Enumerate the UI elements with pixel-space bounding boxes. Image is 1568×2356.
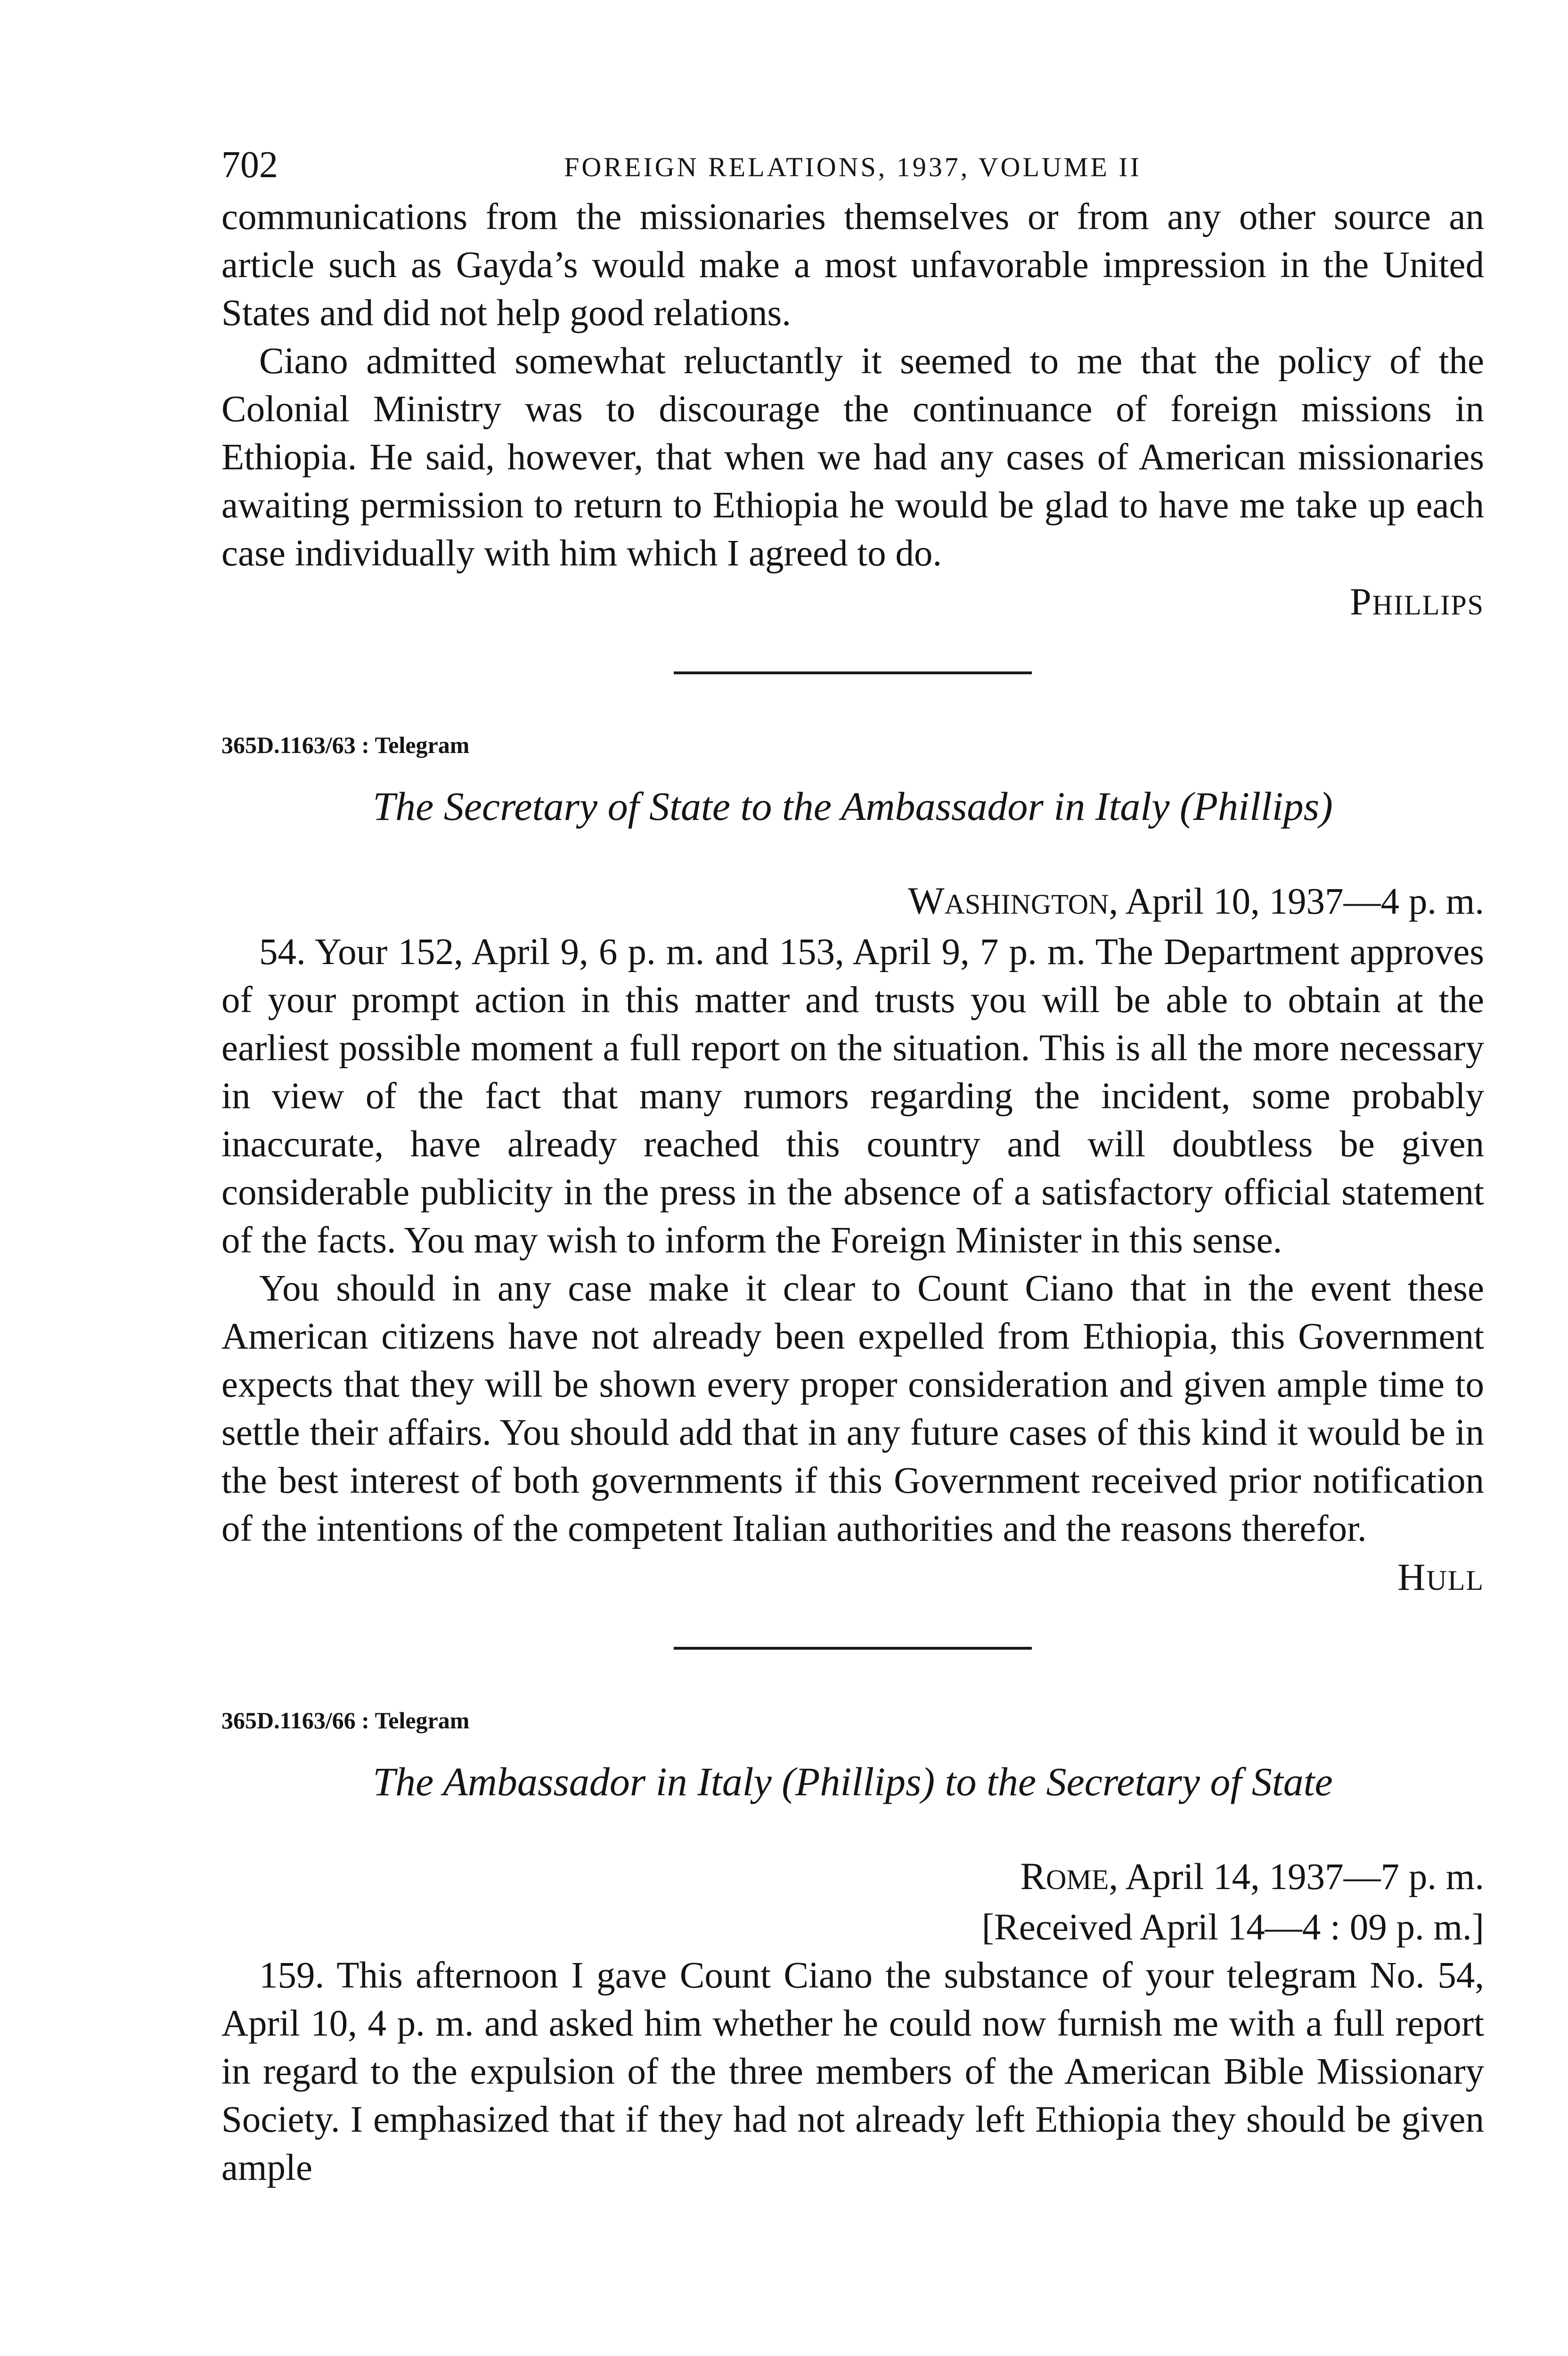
signature-rest: HILLIPS: [1372, 589, 1484, 621]
paragraph-ciano-admitted: Ciano admitted somewhat reluctantly it seemed to me that the policy of the Colonial Ministry was to discourage the continuance of foreign missions in Ethiopia. He said, however, that when we had any cases of American missionaries awaiting permission to return to Ethiopia he would be glad to have me take up each case individually with him which I agreed to do.: [221, 341, 1484, 574]
running-head: [221, 141, 1484, 193]
paragraph-continuation: communications from the missionaries themselves or from any other source an article such as Gayda’s would make a most unfavorable impression in the United States and did not help good relations.: [221, 196, 1484, 334]
dateline-date: , April 14, 1937—7 p. m.: [1109, 1857, 1484, 1898]
running-title: FOREIGN RELATIONS, 1937, VOLUME II: [564, 152, 1142, 182]
file-reference: 365D.1163/66 : Telegram: [221, 1707, 470, 1734]
received-line: [Received April 14—4 : 09 p. m.]: [981, 1907, 1484, 1948]
signature-rest: ULL: [1426, 1565, 1484, 1596]
dateline: [221, 877, 1484, 928]
dateline-place-rest: ASHINGTON: [944, 889, 1109, 920]
signature-initial: H: [1397, 1555, 1427, 1598]
dateline-place-initial: W: [908, 879, 945, 922]
signature-initial: P: [1350, 580, 1372, 623]
document-heading: The Secretary of State to the Ambassador in Italy (Phillips): [373, 784, 1333, 829]
dateline-date: , April 10, 1937—4 p. m.: [1109, 881, 1484, 922]
paragraph-count-ciano: You should in any case make it clear to Count Ciano that in the event these American citizens have not already been expelled from Ethiopia, this Government expects that they will be shown every proper consideration and given ample time to settle their affairs. You should add that in any future cases of this kind it would be in the best interest of both governments if this Government received prior notification of the intentions of the competent Italian authorities and the reasons therefor.: [221, 1268, 1484, 1549]
dateline-place-initial: R: [1020, 1855, 1046, 1898]
section-divider: [674, 1647, 1032, 1650]
document-heading: The Ambassador in Italy (Phillips) to the Secretary of State: [373, 1759, 1333, 1804]
page-number: 702: [221, 144, 278, 186]
signature-phillips: [221, 578, 1484, 629]
document-page: [221, 141, 1484, 2192]
paragraph-telegram-54: 54. Your 152, April 9, 6 p. m. and 153, April 9, 7 p. m. The Department approves of your prompt action in this matter and trusts you will be able to obtain at the earliest possible moment a full report on the situation. This is all the more necessary in view of the fact that many rumors regarding the incident, some probably inaccurate, have already reached this country and will doubtless be given considerable publicity in the press in the absence of a satisfactory official statement of the facts. You may wish to inform the Foreign Minister in this sense.: [221, 932, 1484, 1261]
signature-hull: [221, 1553, 1484, 1604]
section-divider: [674, 671, 1032, 674]
paragraph-telegram-159: 159. This afternoon I gave Count Ciano the substance of your telegram No. 54, April 10, 4 p. m. and asked him whether he could now furnish me with a full report in regard to the expulsion of the three members of the American Bible Missionary Society. I emphasized that if they had not already left Ethiopia they should be given ample: [221, 1955, 1484, 2188]
dateline-place-rest: OME: [1046, 1864, 1109, 1895]
dateline: [221, 1852, 1484, 1904]
file-reference: 365D.1163/63 : Telegram: [221, 732, 470, 758]
